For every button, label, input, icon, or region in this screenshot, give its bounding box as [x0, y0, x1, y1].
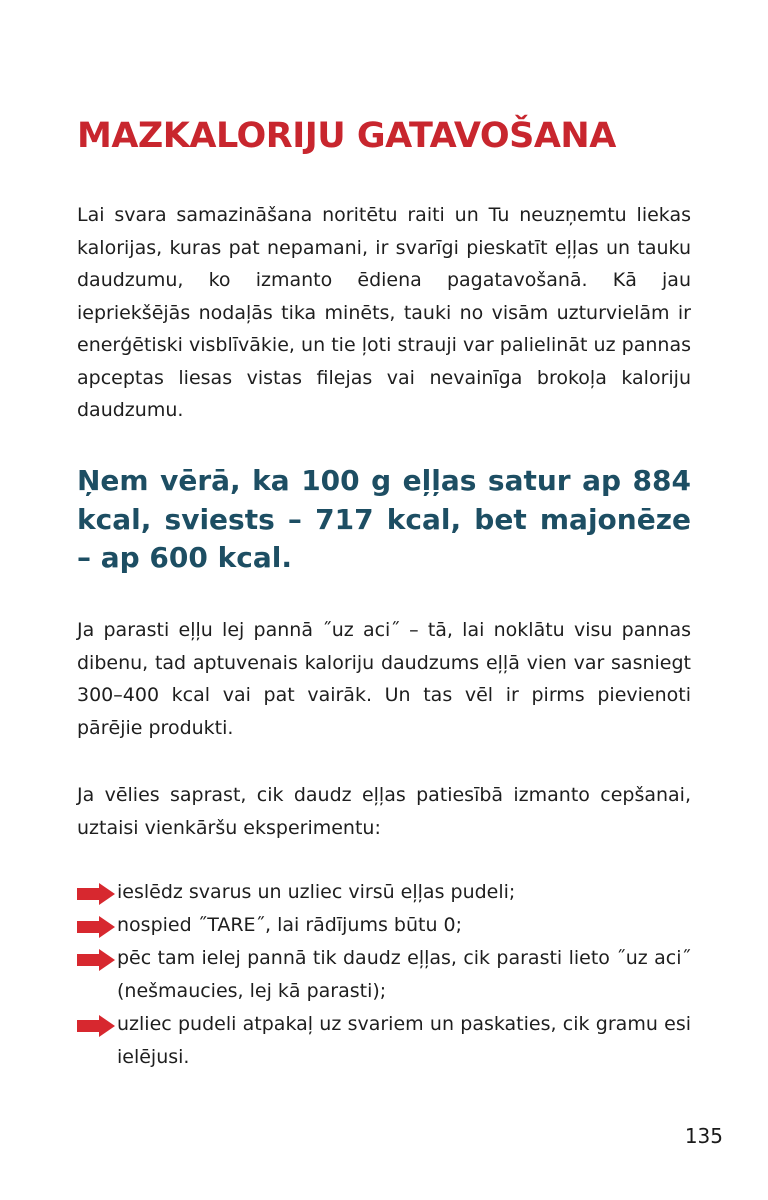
- page-title: MAZKALORIJU GATAVOŠANA: [77, 116, 616, 156]
- list-item: [77, 909, 691, 942]
- list-item: [77, 876, 691, 909]
- experiment-intro-paragraph: Ja vēlies saprast, cik daudz eļļas patiesībā izmanto cepšanai, uztaisi vienkāršu eksperimentu:: [77, 784, 691, 839]
- page-number: 135: [684, 1124, 723, 1148]
- highlight-note: Ņem vērā, ka 100 g eļļas satur ap 884 kcal, sviests – 717 kcal, bet majonēze – ap 600 kcal.: [77, 464, 691, 574]
- right-arrow-icon: [77, 916, 115, 938]
- intro-paragraph: Lai svara samazināšana noritētu raiti un Tu neuzņemtu liekas kalorijas, kuras pat nepamani, ir svarīgi pieskatīt eļļas un tauku daudzumu, ko izmanto ēdiena pagatavošanā. Kā jau iepriekšējās nodaļās tika minēts, tauki no visām uzturvielām ir enerģētiski visblīvākie, un tie ļoti strauji var palielināt uz pannas apceptas liesas vistas filejas vai nevainīga brokoļa kaloriju daudzumu.: [77, 204, 691, 421]
- step-text: uzliec pudeli atpakaļ uz svariem un paskaties, cik gramu esi ielējusi.: [117, 1013, 691, 1068]
- oil-estimate-paragraph: Ja parasti eļļu lej pannā ˝uz aci˝ – tā, lai noklātu visu pannas dibenu, tad aptuvenais kaloriju daudzums eļļā vien var sasniegt 300–400 kcal vai pat vairāk. Un tas vēl ir pirms pievienoti pārējie produkti.: [77, 619, 691, 739]
- right-arrow-icon: [77, 1015, 115, 1037]
- right-arrow-icon: [77, 883, 115, 905]
- list-item: [77, 942, 691, 1008]
- step-text: pēc tam ielej pannā tik daudz eļļas, cik parasti lieto ˝uz aci˝ (nešmaucies, lej kā parasti);: [117, 947, 691, 1002]
- step-text: ieslēdz svarus un uzliec virsū eļļas pudeli;: [117, 881, 516, 903]
- list-item: [77, 1008, 691, 1074]
- step-text: nospied ˝TARE˝, lai rādījums būtu 0;: [117, 914, 463, 936]
- right-arrow-icon: [77, 949, 115, 971]
- experiment-steps-list: [77, 876, 691, 1074]
